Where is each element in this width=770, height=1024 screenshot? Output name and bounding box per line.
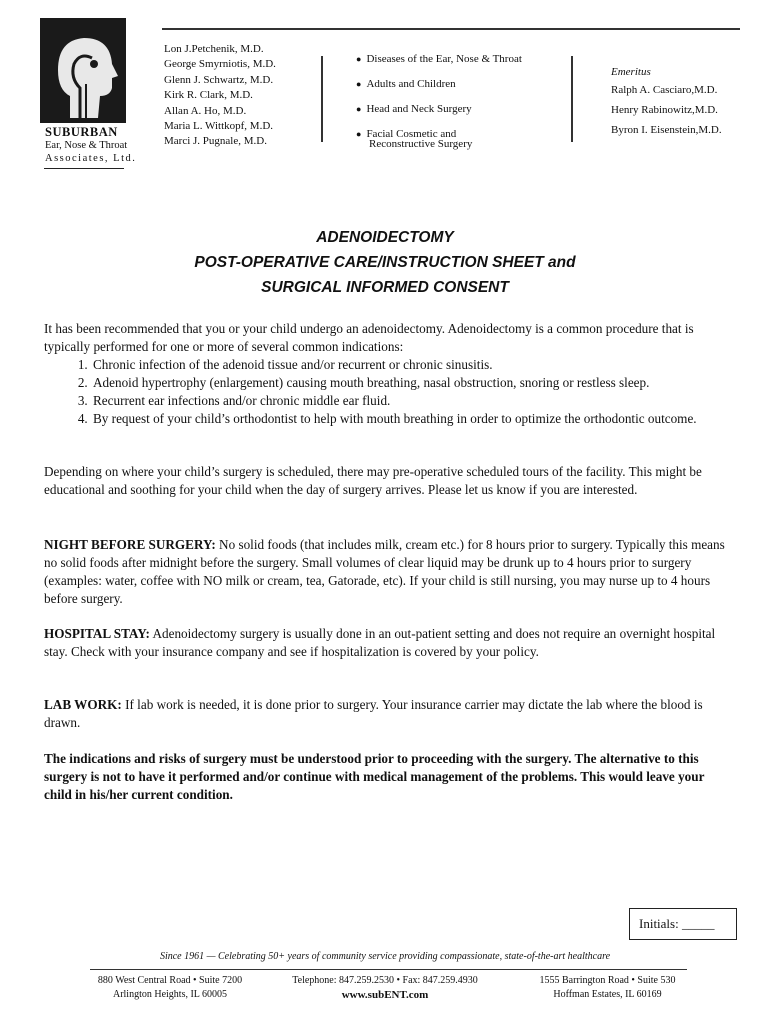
doctor-name: Lon J.Petchenik, M.D. [164, 43, 264, 55]
doctor-list [164, 42, 276, 150]
website-link[interactable]: www.subENT.com [341, 989, 429, 1001]
doctor-name: George Smyrniotis, M.D. [164, 58, 276, 71]
address-line: 880 West Central Road • Suite 7200 [97, 975, 243, 986]
section-heading: NIGHT BEFORE SURGERY: [44, 537, 216, 552]
section-text: Adenoidectomy surgery is usually done in an out-patient setting and does not require an overnight hospital stay. Check with your insurance company and see if hospitalization is covered by your policy. [44, 626, 716, 659]
indication-item: 2. Adenoid hypertrophy (enlargement) causing mouth breathing, nasal obstruction, snoring or restless sleep. [91, 374, 730, 392]
practice-subtitle-2: Associates, Ltd. [45, 153, 137, 164]
doctor-name: Marci J. Pugnale, M.D. [164, 135, 267, 148]
risks-statement: The indications and risks of surgery must be understood prior to proceeding with the surgery. The alternative to this surgery is not to have it performed and/or continue with medical management of the problems. This would leave your child in his/her current condition. [44, 751, 705, 802]
emeritus-name: Henry Rabinowitz,M.D. [611, 104, 718, 116]
address-line: Hoffman Estates, IL 60169 [553, 989, 662, 1000]
lab-work-section [44, 696, 730, 732]
footer-contact [270, 974, 500, 1002]
section-text: No solid foods (that includes milk, cream etc.) for 8 hours prior to surgery. Typically this means no solid foods after midnight before the surgery. Small volumes of clear liquid may be drunk up to 4 hours prior to surgery (examples: water, coffee with NO milk or cream, tea, Gatorade, etc). If your child is still nursing, you may nurse up to 4 hours before surgery. [44, 537, 725, 606]
footer-tagline: Since 1961 — Celebrating 50+ years of community service providing compassionate, state-of-the-art healthcare [159, 951, 611, 962]
indication-item: 3. Recurrent ear infections and/or chronic middle ear fluid. [91, 392, 730, 410]
document-title [0, 225, 770, 300]
specialty-item: ● Diseases of the Ear, Nose & Throat [356, 47, 522, 72]
emeritus-name: Ralph A. Casciaro,M.D. [611, 84, 718, 96]
indications-list [44, 356, 730, 428]
section-text: If lab work is needed, it is done prior to surgery. Your insurance carrier may dictate the lab where the blood is drawn. [44, 697, 703, 730]
practice-name: SUBURBAN [45, 125, 118, 139]
header-divider [571, 56, 573, 142]
risks-section [44, 750, 730, 804]
doctor-name: Allan A. Ho, M.D. [164, 104, 247, 117]
doctor-name: Maria L. Wittkopf, M.D. [164, 120, 274, 133]
hospital-stay-section [44, 625, 730, 661]
tours-paragraph: Depending on where your child’s surgery is scheduled, there may pre-operative scheduled tours of the facility. This might be educational and soothing for your child when the day of surgery arrives. Please let us know if you are interested. [44, 464, 702, 497]
specialty-item: ● Facial Cosmetic and [356, 122, 522, 147]
specialty-list [356, 47, 522, 152]
logo-divider [44, 168, 124, 169]
indication-item: 4. By request of your child’s orthodontist to help with mouth breathing in order to optimize the orthodontic outcome. [91, 410, 730, 428]
header-rule [162, 28, 740, 30]
contact-line: Telephone: 847.259.2530 • Fax: 847.259.4930 [292, 975, 478, 986]
night-before-section [44, 536, 730, 608]
emeritus-list [611, 66, 722, 140]
section-heading: HOSPITAL STAY: [44, 626, 150, 641]
specialty-item: ● Adults and Children [356, 72, 522, 97]
initials-field[interactable]: Initials: _____ [629, 908, 737, 940]
intro-paragraph: It has been recommended that you or your child undergo an adenoidectomy. Adenoidectomy is a common procedure that is typically performed for one or more of several common indications: [44, 321, 694, 354]
footer-rule [90, 969, 687, 970]
tours-section [44, 463, 730, 499]
specialty-item: Reconstructive Surgery [369, 138, 473, 150]
doctor-name: Kirk R. Clark, M.D. [164, 89, 253, 102]
title-line: POST-OPERATIVE CARE/INSTRUCTION SHEET and [194, 254, 576, 271]
address-line: Arlington Heights, IL 60005 [112, 989, 228, 1000]
title-line: SURGICAL INFORMED CONSENT [261, 279, 509, 296]
specialty-item: ● Head and Neck Surgery [356, 97, 522, 122]
emeritus-label: Emeritus [611, 66, 651, 78]
doctor-name: Glenn J. Schwartz, M.D. [164, 73, 274, 86]
practice-subtitle: Ear, Nose & Throat [45, 140, 128, 151]
section-heading: LAB WORK: [44, 697, 122, 712]
footer-address-left [70, 974, 270, 1002]
indication-item: 1. Chronic infection of the adenoid tissue and/or recurrent or chronic sinusitis. [91, 356, 730, 374]
title-line: ADENOIDECTOMY [316, 229, 454, 246]
footer-address-right [505, 974, 710, 1002]
address-line: 1555 Barrington Road • Suite 530 [539, 975, 676, 986]
head-profile-icon [40, 18, 126, 123]
emeritus-name: Byron I. Eisenstein,M.D. [611, 124, 722, 136]
intro-section [44, 320, 730, 428]
header-divider [321, 56, 323, 142]
